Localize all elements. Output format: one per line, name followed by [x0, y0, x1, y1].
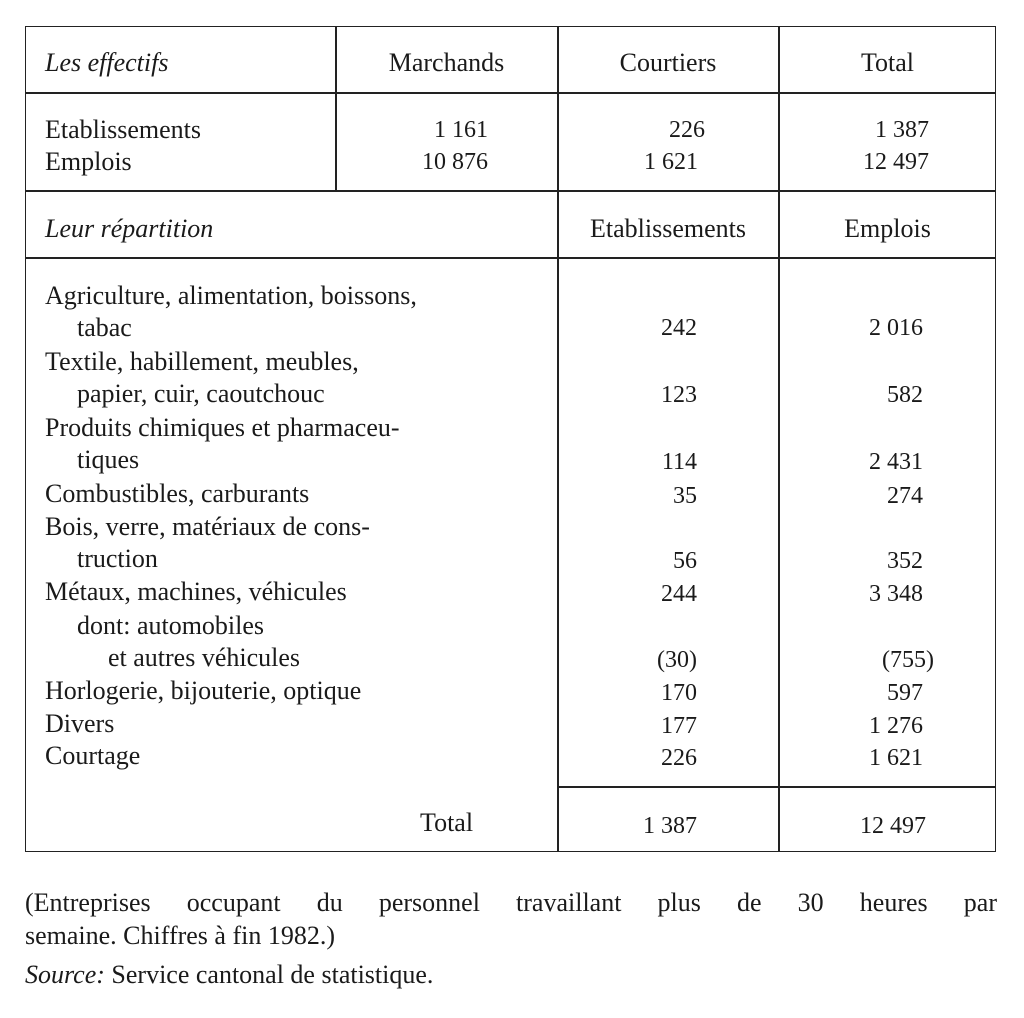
cell-value: 114	[661, 449, 697, 475]
cell-value: 597	[887, 680, 923, 706]
row-label-emplois: Emplois	[45, 147, 132, 176]
cell-value: 1 621	[869, 745, 923, 771]
total-label: Total	[420, 808, 474, 837]
header-marchands: Marchands	[388, 48, 505, 77]
rule-bottom-header	[25, 257, 996, 259]
header-total: Total	[860, 48, 915, 77]
rule-top-table-bottom	[25, 190, 996, 192]
source-label: Source:	[25, 960, 105, 989]
row-label: truction	[77, 544, 158, 573]
row-label: tabac	[77, 313, 132, 342]
cell-value: (30)	[657, 647, 697, 673]
source-text: Service cantonal de statistique.	[111, 960, 434, 989]
header-etablissements: Etablissements	[590, 214, 746, 243]
row-label: dont: automobiles	[77, 611, 265, 640]
cell-value: 3 348	[869, 581, 923, 607]
row-label: Divers	[45, 709, 115, 738]
header-leur-repartition: Leur répartition	[45, 214, 214, 243]
row-label: papier, cuir, caoutchouc	[77, 379, 325, 408]
cell-value: (755)	[882, 647, 934, 673]
cell-value: 1 276	[869, 713, 923, 739]
cell-value: 352	[887, 548, 923, 574]
total-emplois: 12 497	[860, 813, 926, 839]
cell-value: 2 016	[869, 315, 923, 341]
total-etablissements: 1 387	[643, 813, 697, 839]
cell-value: 56	[673, 548, 697, 574]
row-label: et autres véhicules	[108, 643, 301, 672]
cell-value: 10 876	[422, 149, 488, 175]
cell-value: 1 387	[875, 117, 929, 143]
header-les-effectifs: Les effectifs	[45, 48, 169, 77]
row-label: tiques	[77, 445, 140, 474]
cell-value: 242	[661, 315, 697, 341]
row-label: Horlogerie, bijouterie, optique	[45, 676, 362, 705]
cell-value: 226	[661, 745, 697, 771]
cell-value: 582	[887, 382, 923, 408]
cell-value: 226	[669, 117, 705, 143]
footnote-line-2: semaine. Chiffres à fin 1982.)	[25, 921, 335, 950]
row-label-etablissements: Etablissements	[45, 115, 201, 144]
row-label: Produits chimiques et pharmaceu-	[45, 413, 400, 442]
header-emplois: Emplois	[844, 214, 931, 243]
cell-value: 177	[661, 713, 697, 739]
row-label: Textile, habillement, meubles,	[45, 347, 359, 376]
footnote-line-1: (Entreprises occupant du personnel travaillant plus de 30 heures par	[25, 888, 997, 917]
cell-value: 12 497	[863, 149, 929, 175]
cell-value: 1 161	[434, 117, 488, 143]
cell-value: 2 431	[869, 449, 923, 475]
header-courtiers: Courtiers	[619, 48, 717, 77]
row-label: Agriculture, alimentation, boissons,	[45, 281, 417, 310]
rule-header-top	[25, 92, 996, 94]
row-label: Métaux, machines, véhicules	[45, 577, 347, 606]
cell-value: 274	[887, 483, 923, 509]
cell-value: 170	[661, 680, 697, 706]
footnote	[25, 886, 997, 952]
cell-value: 123	[661, 382, 697, 408]
rule-total	[557, 786, 996, 788]
cell-value: 35	[673, 483, 697, 509]
cell-value: 1 621	[644, 149, 698, 175]
row-label: Combustibles, carburants	[45, 479, 310, 508]
row-label: Bois, verre, matériaux de cons-	[45, 512, 370, 541]
row-label: Courtage	[45, 741, 141, 770]
cell-value: 244	[661, 581, 697, 607]
source-line	[25, 958, 433, 991]
